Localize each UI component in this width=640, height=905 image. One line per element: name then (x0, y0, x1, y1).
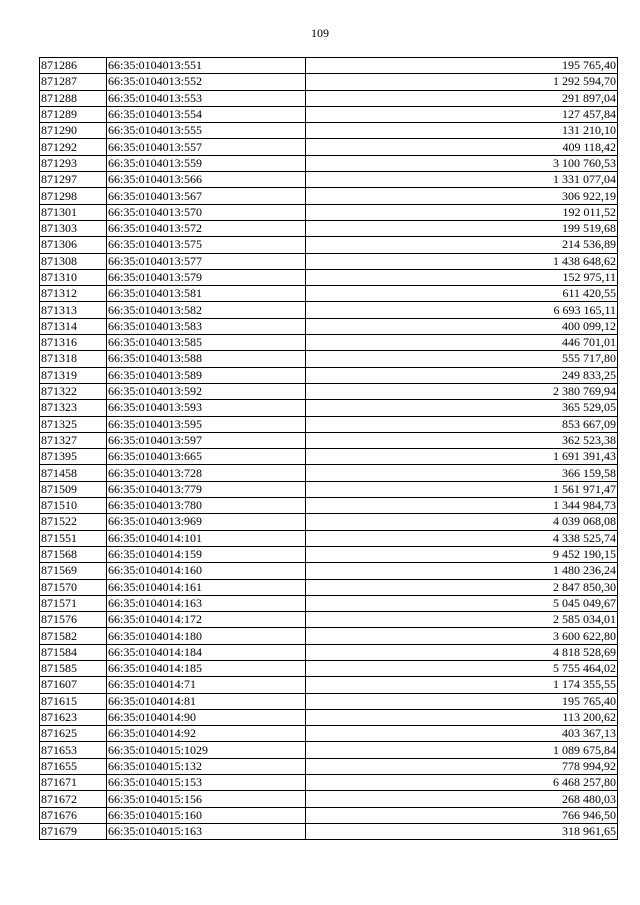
cadastral-number-cell: 66:35:0104013:581 (107, 286, 306, 302)
row-number-cell: 871288 (40, 90, 107, 106)
cadastral-value-cell: 306 922,19 (306, 188, 618, 204)
row-number-cell: 871582 (40, 628, 107, 644)
row-number-cell: 871325 (40, 416, 107, 432)
cadastral-number-cell: 66:35:0104013:779 (107, 481, 306, 497)
row-number-cell: 871301 (40, 204, 107, 220)
cadastral-number-cell: 66:35:0104014:172 (107, 612, 306, 628)
row-number-cell: 871585 (40, 660, 107, 676)
cadastral-number-cell: 66:35:0104013:577 (107, 253, 306, 269)
table-row (40, 318, 618, 334)
table-row (40, 400, 618, 416)
table-row (40, 172, 618, 188)
table-row (40, 335, 618, 351)
row-number-cell: 871319 (40, 367, 107, 383)
cadastral-number-cell: 66:35:0104013:780 (107, 498, 306, 514)
cadastral-value-cell: 268 480,03 (306, 791, 618, 807)
cadastral-value-cell: 6 693 165,11 (306, 302, 618, 318)
cadastral-number-cell: 66:35:0104013:566 (107, 172, 306, 188)
table-row (40, 498, 618, 514)
cadastral-value-cell: 6 468 257,80 (306, 775, 618, 791)
cadastral-number-cell: 66:35:0104013:969 (107, 514, 306, 530)
cadastral-number-cell: 66:35:0104013:552 (107, 74, 306, 90)
cadastral-value-cell: 766 946,50 (306, 807, 618, 823)
row-number-cell: 871655 (40, 758, 107, 774)
row-number-cell: 871676 (40, 807, 107, 823)
cadastral-value-cell: 2 847 850,30 (306, 579, 618, 595)
table-row (40, 563, 618, 579)
table-row (40, 237, 618, 253)
table-row (40, 74, 618, 90)
row-number-cell: 871323 (40, 400, 107, 416)
cadastral-value-cell: 4 818 528,69 (306, 644, 618, 660)
cadastral-value-cell: 291 897,04 (306, 90, 618, 106)
cadastral-value-cell: 113 200,62 (306, 709, 618, 725)
table-row (40, 660, 618, 676)
cadastral-number-cell: 66:35:0104013:665 (107, 449, 306, 465)
row-number-cell: 871327 (40, 432, 107, 448)
table-row (40, 432, 618, 448)
row-number-cell: 871569 (40, 563, 107, 579)
row-number-cell: 871510 (40, 498, 107, 514)
row-number-cell: 871287 (40, 74, 107, 90)
row-number-cell: 871570 (40, 579, 107, 595)
cadastral-number-cell: 66:35:0104014:101 (107, 530, 306, 546)
cadastral-number-cell: 66:35:0104013:570 (107, 204, 306, 220)
cadastral-number-cell: 66:35:0104013:553 (107, 90, 306, 106)
cadastral-number-cell: 66:35:0104013:583 (107, 318, 306, 334)
cadastral-value-table (39, 57, 618, 840)
cadastral-value-cell: 446 701,01 (306, 335, 618, 351)
cadastral-number-cell: 66:35:0104014:92 (107, 726, 306, 742)
table-row (40, 220, 618, 236)
cadastral-value-cell: 1 561 971,47 (306, 481, 618, 497)
cadastral-number-cell: 66:35:0104014:71 (107, 677, 306, 693)
row-number-cell: 871289 (40, 106, 107, 122)
table-row (40, 530, 618, 546)
row-number-cell: 871308 (40, 253, 107, 269)
cadastral-value-cell: 1 089 675,84 (306, 742, 618, 758)
cadastral-number-cell: 66:35:0104014:161 (107, 579, 306, 595)
cadastral-value-cell: 366 159,58 (306, 465, 618, 481)
row-number-cell: 871306 (40, 237, 107, 253)
row-number-cell: 871318 (40, 351, 107, 367)
table-row (40, 367, 618, 383)
cadastral-value-cell: 249 833,25 (306, 367, 618, 383)
row-number-cell: 871623 (40, 709, 107, 725)
table-row (40, 742, 618, 758)
row-number-cell: 871298 (40, 188, 107, 204)
row-number-cell: 871312 (40, 286, 107, 302)
cadastral-number-cell: 66:35:0104015:132 (107, 758, 306, 774)
row-number-cell: 871551 (40, 530, 107, 546)
cadastral-number-cell: 66:35:0104013:595 (107, 416, 306, 432)
table-row (40, 612, 618, 628)
table-row (40, 155, 618, 171)
table-row (40, 791, 618, 807)
cadastral-number-cell: 66:35:0104014:90 (107, 709, 306, 725)
table-row (40, 139, 618, 155)
row-number-cell: 871509 (40, 481, 107, 497)
cadastral-value-cell: 2 585 034,01 (306, 612, 618, 628)
cadastral-value-cell: 127 457,84 (306, 106, 618, 122)
cadastral-number-cell: 66:35:0104013:555 (107, 123, 306, 139)
cadastral-number-cell: 66:35:0104013:593 (107, 400, 306, 416)
row-number-cell: 871576 (40, 612, 107, 628)
row-number-cell: 871458 (40, 465, 107, 481)
cadastral-number-cell: 66:35:0104013:554 (107, 106, 306, 122)
row-number-cell: 871292 (40, 139, 107, 155)
row-number-cell: 871293 (40, 155, 107, 171)
cadastral-value-cell: 195 765,40 (306, 693, 618, 709)
cadastral-value-cell: 778 994,92 (306, 758, 618, 774)
row-number-cell: 871395 (40, 449, 107, 465)
cadastral-value-cell: 400 099,12 (306, 318, 618, 334)
cadastral-number-cell: 66:35:0104013:551 (107, 58, 306, 74)
row-number-cell: 871297 (40, 172, 107, 188)
cadastral-value-cell: 152 975,11 (306, 269, 618, 285)
cadastral-value-cell: 4 039 068,08 (306, 514, 618, 530)
cadastral-number-cell: 66:35:0104014:163 (107, 595, 306, 611)
cadastral-value-cell: 199 519,68 (306, 220, 618, 236)
cadastral-value-cell: 4 338 525,74 (306, 530, 618, 546)
cadastral-number-cell: 66:35:0104015:1029 (107, 742, 306, 758)
cadastral-number-cell: 66:35:0104013:592 (107, 383, 306, 399)
cadastral-value-cell: 403 367,13 (306, 726, 618, 742)
cadastral-value-cell: 3 100 760,53 (306, 155, 618, 171)
row-number-cell: 871314 (40, 318, 107, 334)
cadastral-value-cell: 1 691 391,43 (306, 449, 618, 465)
table-row (40, 644, 618, 660)
cadastral-number-cell: 66:35:0104013:597 (107, 432, 306, 448)
table-row (40, 677, 618, 693)
cadastral-value-cell: 1 174 355,55 (306, 677, 618, 693)
cadastral-number-cell: 66:35:0104013:589 (107, 367, 306, 383)
cadastral-value-cell: 5 755 464,02 (306, 660, 618, 676)
cadastral-value-cell: 318 961,65 (306, 823, 618, 839)
row-number-cell: 871615 (40, 693, 107, 709)
cadastral-value-cell: 853 667,09 (306, 416, 618, 432)
table-row (40, 807, 618, 823)
table-row (40, 58, 618, 74)
table-row (40, 546, 618, 562)
cadastral-number-cell: 66:35:0104013:579 (107, 269, 306, 285)
table-row (40, 383, 618, 399)
cadastral-number-cell: 66:35:0104013:567 (107, 188, 306, 204)
row-number-cell: 871607 (40, 677, 107, 693)
cadastral-number-cell: 66:35:0104013:585 (107, 335, 306, 351)
row-number-cell: 871316 (40, 335, 107, 351)
table-row (40, 579, 618, 595)
cadastral-value-cell: 5 045 049,67 (306, 595, 618, 611)
cadastral-value-cell: 195 765,40 (306, 58, 618, 74)
row-number-cell: 871625 (40, 726, 107, 742)
row-number-cell: 871653 (40, 742, 107, 758)
cadastral-number-cell: 66:35:0104014:180 (107, 628, 306, 644)
table-row (40, 204, 618, 220)
cadastral-value-cell: 1 438 648,62 (306, 253, 618, 269)
cadastral-value-cell: 131 210,10 (306, 123, 618, 139)
cadastral-number-cell: 66:35:0104013:559 (107, 155, 306, 171)
page-number: 109 (311, 26, 329, 40)
cadastral-number-cell: 66:35:0104013:572 (107, 220, 306, 236)
table-row (40, 416, 618, 432)
table-row (40, 90, 618, 106)
table-row (40, 449, 618, 465)
row-number-cell: 871584 (40, 644, 107, 660)
cadastral-value-cell: 2 380 769,94 (306, 383, 618, 399)
cadastral-value-cell: 365 529,05 (306, 400, 618, 416)
row-number-cell: 871672 (40, 791, 107, 807)
table-row (40, 465, 618, 481)
cadastral-value-cell: 362 523,38 (306, 432, 618, 448)
table-row (40, 269, 618, 285)
cadastral-value-cell: 1 344 984,73 (306, 498, 618, 514)
cadastral-number-cell: 66:35:0104013:582 (107, 302, 306, 318)
cadastral-number-cell: 66:35:0104014:81 (107, 693, 306, 709)
table-row (40, 106, 618, 122)
cadastral-number-cell: 66:35:0104015:163 (107, 823, 306, 839)
table-row (40, 628, 618, 644)
table-row (40, 775, 618, 791)
row-number-cell: 871303 (40, 220, 107, 236)
table-row (40, 481, 618, 497)
table-row (40, 123, 618, 139)
cadastral-value-cell: 1 331 077,04 (306, 172, 618, 188)
table-row (40, 595, 618, 611)
table-body (40, 58, 618, 840)
row-number-cell: 871671 (40, 775, 107, 791)
table-row (40, 709, 618, 725)
table-row (40, 758, 618, 774)
cadastral-value-cell: 3 600 622,80 (306, 628, 618, 644)
cadastral-value-cell: 1 292 594,70 (306, 74, 618, 90)
cadastral-number-cell: 66:35:0104014:184 (107, 644, 306, 660)
row-number-cell: 871310 (40, 269, 107, 285)
table-row (40, 351, 618, 367)
table-row (40, 823, 618, 839)
row-number-cell: 871286 (40, 58, 107, 74)
cadastral-value-cell: 611 420,55 (306, 286, 618, 302)
cadastral-number-cell: 66:35:0104015:156 (107, 791, 306, 807)
table-row (40, 286, 618, 302)
row-number-cell: 871322 (40, 383, 107, 399)
table-row (40, 726, 618, 742)
row-number-cell: 871679 (40, 823, 107, 839)
cadastral-number-cell: 66:35:0104013:728 (107, 465, 306, 481)
table-row (40, 253, 618, 269)
row-number-cell: 871290 (40, 123, 107, 139)
cadastral-value-cell: 555 717,80 (306, 351, 618, 367)
cadastral-value-cell: 9 452 190,15 (306, 546, 618, 562)
cadastral-value-cell: 214 536,89 (306, 237, 618, 253)
row-number-cell: 871313 (40, 302, 107, 318)
cadastral-number-cell: 66:35:0104013:557 (107, 139, 306, 155)
cadastral-number-cell: 66:35:0104013:588 (107, 351, 306, 367)
cadastral-number-cell: 66:35:0104015:153 (107, 775, 306, 791)
cadastral-value-cell: 192 011,52 (306, 204, 618, 220)
table-row (40, 693, 618, 709)
row-number-cell: 871568 (40, 546, 107, 562)
cadastral-number-cell: 66:35:0104014:185 (107, 660, 306, 676)
table-row (40, 188, 618, 204)
cadastral-value-cell: 409 118,42 (306, 139, 618, 155)
cadastral-number-cell: 66:35:0104013:575 (107, 237, 306, 253)
cadastral-number-cell: 66:35:0104015:160 (107, 807, 306, 823)
table-row (40, 302, 618, 318)
table-row (40, 514, 618, 530)
cadastral-number-cell: 66:35:0104014:160 (107, 563, 306, 579)
row-number-cell: 871571 (40, 595, 107, 611)
cadastral-number-cell: 66:35:0104014:159 (107, 546, 306, 562)
cadastral-value-cell: 1 480 236,24 (306, 563, 618, 579)
row-number-cell: 871522 (40, 514, 107, 530)
